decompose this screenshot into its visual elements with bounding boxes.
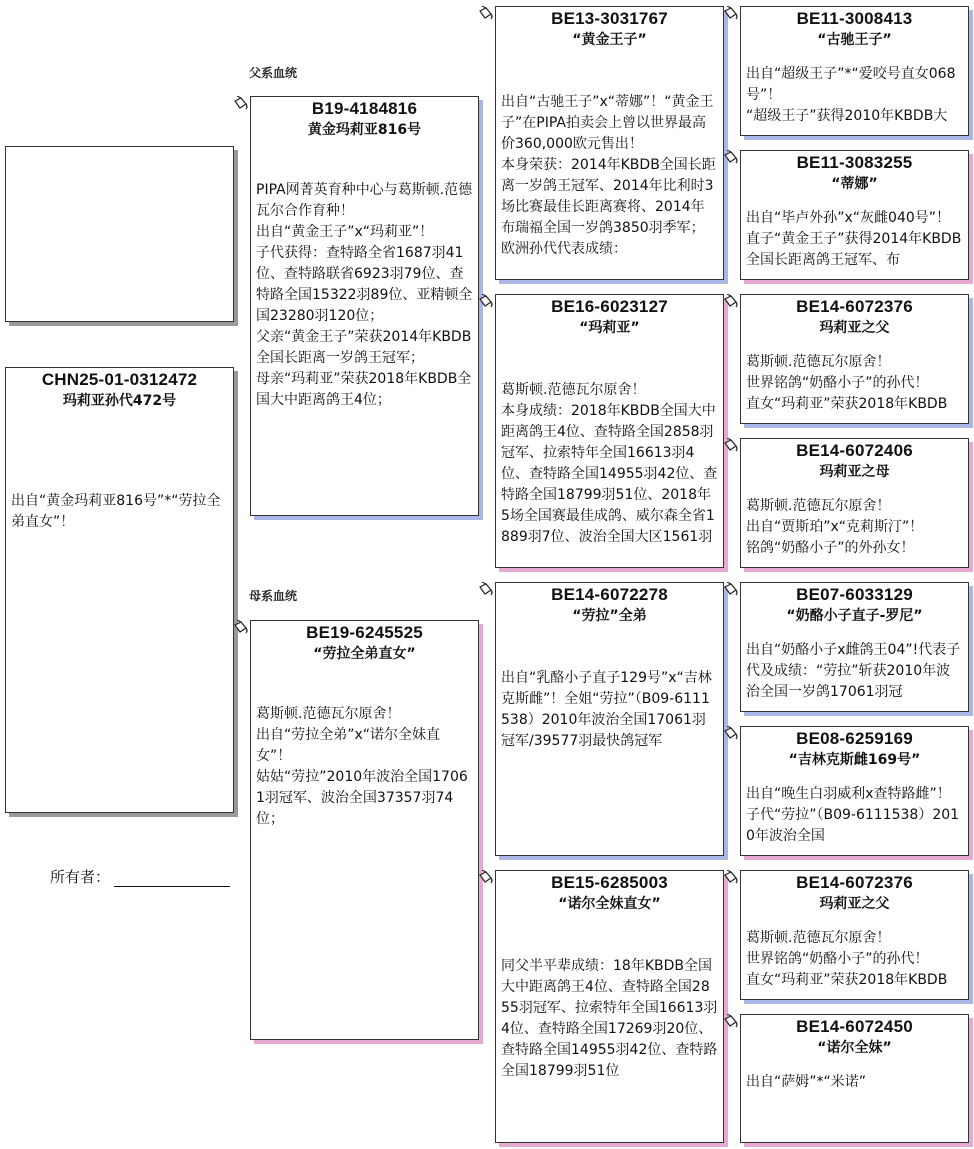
sds-name: 玛莉亚之父 bbox=[819, 320, 890, 336]
edit-marker-icon[interactable] bbox=[723, 6, 739, 22]
sire-sire-name: “黄金王子” bbox=[572, 32, 647, 48]
edit-marker-icon[interactable] bbox=[723, 726, 739, 742]
dam-ring-number: BE19-6245525 bbox=[306, 623, 423, 642]
dam-dam-sire-card[interactable] bbox=[740, 870, 969, 1000]
sire-description: PIPA网菁英育种中心与葛斯顿.范德瓦尔合作育种！ 出自“黄金王子”x“玛莉亚”！ 子代获得：查特路全省1687羽41位、查特路联省6923羽79位、查特路全国15322羽89位、亚精顿全国23280羽120位； 父亲“黄金王子”荣获2014年KBDB全国长距离一岁鸽王冠军； 母亲“玛莉亚”荣获2018年KBDB全国大中距离鸽王4位； bbox=[256, 182, 473, 408]
sss-ring-number: BE11-3008413 bbox=[796, 9, 913, 28]
dam-sire-card[interactable] bbox=[495, 582, 724, 856]
dam-line-label: 母系血统 bbox=[249, 589, 298, 603]
sss-description: 出自“超级王子”*“爱咬号直女068号”！ “超级王子”获得2010年KBDB大 bbox=[746, 66, 956, 124]
dds-ring-number: BE14-6072376 bbox=[796, 873, 913, 892]
sire-card[interactable] bbox=[250, 96, 479, 516]
dam-sire-ring-number: BE14-6072278 bbox=[551, 585, 668, 604]
edit-marker-icon[interactable] bbox=[723, 438, 739, 454]
sire-sire-card[interactable] bbox=[495, 6, 724, 280]
subject-description: 出自“黄金玛莉亚816号”*“劳拉全弟直女”！ bbox=[11, 493, 221, 530]
dds-name: 玛莉亚之父 bbox=[819, 896, 890, 912]
sdd-ring-number: BE14-6072406 bbox=[796, 441, 913, 460]
sdd-name: 玛莉亚之母 bbox=[819, 464, 890, 480]
edit-marker-icon[interactable] bbox=[233, 96, 249, 112]
edit-marker-icon[interactable] bbox=[723, 294, 739, 310]
dam-sire-sire-card[interactable] bbox=[740, 582, 969, 712]
sire-dam-sire-card[interactable] bbox=[740, 294, 969, 424]
dsd-name: “吉林克斯雌169号” bbox=[788, 752, 921, 768]
dam-dam-ring-number: BE15-6285003 bbox=[551, 873, 668, 892]
ddd-name: “诺尔全妹” bbox=[817, 1040, 892, 1056]
dds-description: 葛斯顿.范德瓦尔原舍！ 世界铭鸽“奶酪小子”的孙代！ 直女“玛莉亚”荣获2018年KBDB bbox=[746, 930, 948, 988]
photo-placeholder bbox=[5, 146, 234, 322]
owner-label: 所有者： bbox=[50, 868, 111, 886]
dam-card[interactable] bbox=[250, 620, 479, 1040]
dam-name: “劳拉全弟直女” bbox=[313, 646, 416, 662]
edit-marker-icon[interactable] bbox=[478, 870, 494, 886]
dam-dam-name: “诺尔全妹直女” bbox=[558, 896, 661, 912]
sire-ring-number: B19-4184816 bbox=[311, 99, 418, 118]
edit-marker-icon[interactable] bbox=[478, 294, 494, 310]
ssd-description: 出自“毕卢外孙”x“灰雌040号”！ 直子“黄金王子”获得2014年KBDB全国长距离鸽王冠军、布 bbox=[746, 210, 962, 268]
sire-dam-card[interactable] bbox=[495, 294, 724, 568]
edit-marker-icon[interactable] bbox=[723, 1014, 739, 1030]
ssd-ring-number: BE11-3083255 bbox=[796, 153, 913, 172]
dam-sire-name: “劳拉”全弟 bbox=[572, 608, 647, 624]
sds-ring-number: BE14-6072376 bbox=[796, 297, 913, 316]
ddd-description: 出自“萨姆”*“米诺” bbox=[746, 1074, 867, 1090]
edit-marker-icon[interactable] bbox=[723, 870, 739, 886]
subject-card[interactable] bbox=[5, 367, 234, 813]
dss-description: 出自“奶酪小子x雌鸽王04”!代表子代及成绩：“劳拉”斩获2010年波治全国一岁鸽17061羽冠 bbox=[746, 642, 961, 700]
sdd-description: 葛斯顿.范德瓦尔原舍！ 出自“贾斯珀”x“克莉斯汀”！ 铭鸽“奶酪小子”的外孙女！ bbox=[746, 498, 924, 556]
dam-sire-description: 出自“乳酪小子直子129号”x“吉林克斯雌”！全姐“劳拉”（B09-6111538）2010年波治全国17061羽冠军/39577羽最快鸽冠军 bbox=[501, 670, 712, 749]
dam-description: 葛斯顿.范德瓦尔原舍！ 出自“劳拉全弟”x“诺尔全妹直女”！ 姑姑“劳拉”2010年波治全国17061羽冠军、波治全国37357羽74位； bbox=[256, 706, 468, 827]
ddd-ring-number: BE14-6072450 bbox=[796, 1017, 913, 1036]
subject-name: 玛莉亚孙代472号 bbox=[62, 393, 177, 409]
dam-dam-description: 同父半平辈成绩：18年KBDB全国大中距离鸽王4位、查特路全国2855羽冠军、拉索特年全国16613羽4位、查特路全国17269羽20位、查特路全国14955羽42位、查特路全国18799羽51位 bbox=[501, 958, 718, 1079]
dam-sire-dam-card[interactable] bbox=[740, 726, 969, 856]
sire-sire-description: 出自“古驰王子”x“蒂娜”！“黄金王子”在PIPA拍卖会上曾以世界最高价360,000欧元售出！ 本身荣获：2014年KBDB全国长距离一岁鸽王冠军、2014年比利时3场比赛最佳长距离赛将、2014年布瑞福全国一岁鸽3850羽季军； 欧洲孙代代表成绩： bbox=[501, 94, 716, 257]
dsd-ring-number: BE08-6259169 bbox=[796, 729, 913, 748]
sire-sire-ring-number: BE13-3031767 bbox=[551, 9, 668, 28]
sire-sire-sire-card[interactable] bbox=[740, 6, 969, 136]
sire-dam-name: “玛莉亚” bbox=[579, 320, 640, 336]
sire-dam-dam-card[interactable] bbox=[740, 438, 969, 568]
owner-blank-line[interactable] bbox=[114, 870, 230, 887]
ssd-name: “蒂娜” bbox=[831, 176, 878, 192]
subject-ring-number: CHN25-01-0312472 bbox=[41, 370, 198, 389]
dsd-description: 出自“晚生白羽威利x查特路雌”！子代“劳拉”（B09-6111538）2010年波治全国 bbox=[746, 786, 960, 844]
sire-sire-dam-card[interactable] bbox=[740, 150, 969, 280]
edit-marker-icon[interactable] bbox=[723, 582, 739, 598]
edit-marker-icon[interactable] bbox=[478, 582, 494, 598]
dam-dam-card[interactable] bbox=[495, 870, 724, 1143]
edit-marker-icon[interactable] bbox=[233, 620, 249, 636]
owner-field bbox=[50, 866, 230, 887]
sds-description: 葛斯顿.范德瓦尔原舍！ 世界铭鸽“奶酪小子”的孙代！ 直女“玛莉亚”荣获2018年KBDB bbox=[746, 354, 948, 412]
sire-dam-ring-number: BE16-6023127 bbox=[551, 297, 668, 316]
sss-name: “古驰王子” bbox=[817, 32, 892, 48]
edit-marker-icon[interactable] bbox=[723, 150, 739, 166]
edit-marker-icon[interactable] bbox=[478, 6, 494, 22]
sire-dam-description: 葛斯顿.范德瓦尔原舍！ 本身成绩：2018年KBDB全国大中距离鸽王4位、查特路全国2858羽冠军、拉索特年全国16613羽4位、查特路全国14955羽42位、查特路全国18799羽51位、2018年5场全国赛最佳成鸽、威尔森全省1889羽7位、波治全国大区1561羽 bbox=[501, 382, 718, 545]
sire-line-label: 父系血统 bbox=[249, 66, 298, 80]
dss-ring-number: BE07-6033129 bbox=[796, 585, 913, 604]
sire-name: 黄金玛莉亚816号 bbox=[307, 122, 422, 138]
dss-name: “奶酪小子直子-罗尼” bbox=[786, 608, 923, 624]
dam-dam-dam-card[interactable] bbox=[740, 1014, 969, 1143]
